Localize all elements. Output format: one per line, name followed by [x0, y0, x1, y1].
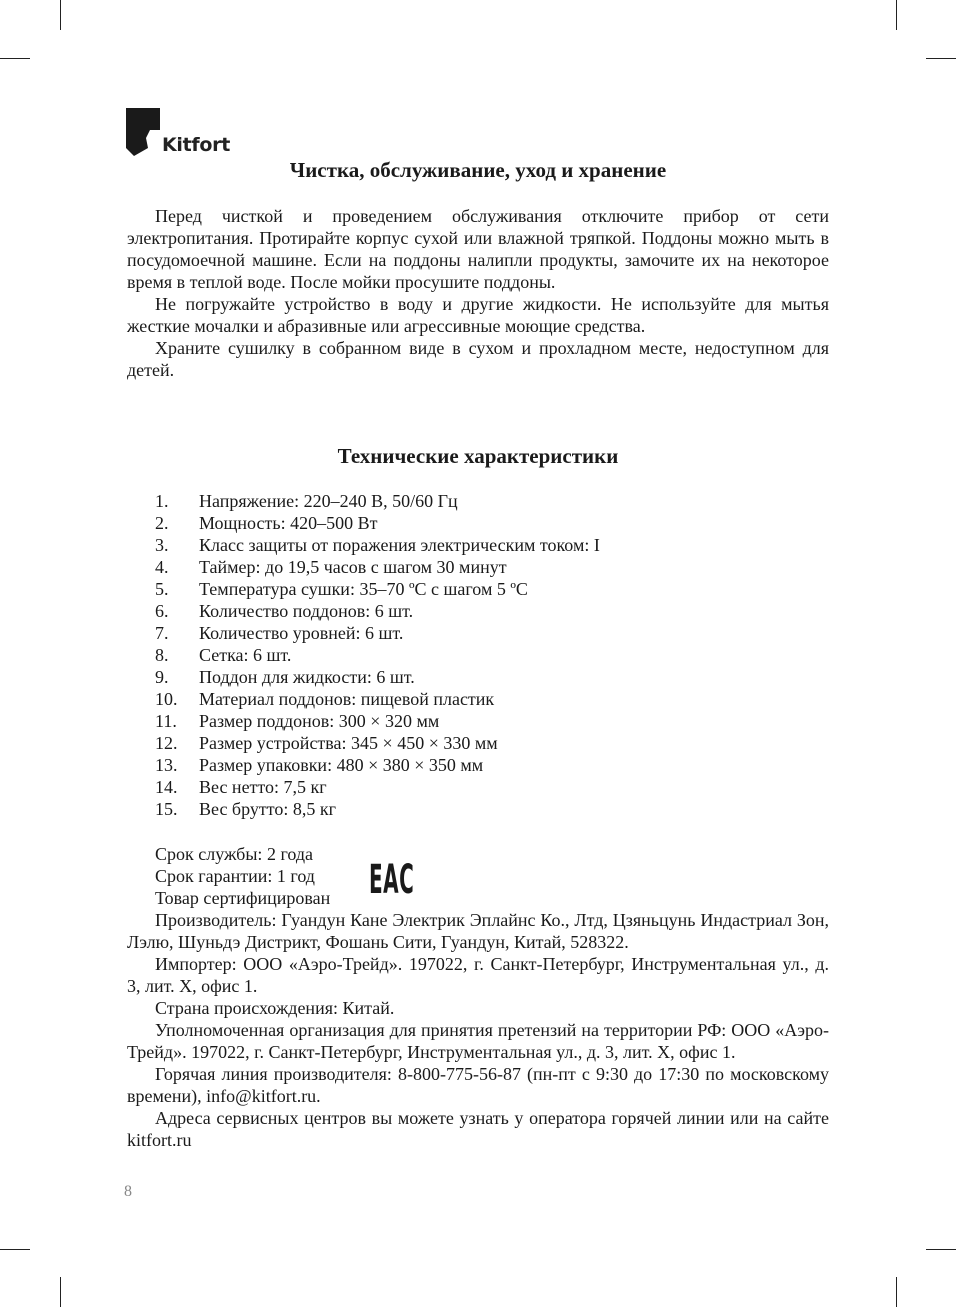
spec-item: [127, 600, 829, 622]
spec-item: [127, 688, 829, 710]
spec-number: 3.: [155, 535, 169, 555]
kitfort-logo-icon: [126, 108, 160, 156]
crop-mark: [896, 1277, 897, 1307]
spec-number: 5.: [155, 579, 169, 599]
claims-organization: Уполномоченная организация для принятия претензий на территории РФ: ООО «Аэро-Трейд». 197022, г. Санкт-Петербург, Инструментальная ул., д. 3, лит. Х, офис 1.: [127, 1020, 829, 1062]
crop-mark: [896, 0, 897, 30]
spec-item: [127, 578, 829, 600]
spec-number: 12.: [155, 733, 178, 753]
spec-number: 7.: [155, 623, 169, 643]
spec-text: Поддон для жидкости: 6 шт.: [199, 667, 415, 687]
logo-text: Kitfort: [162, 134, 230, 156]
spec-text: Количество уровней: 6 шт.: [199, 623, 404, 643]
spec-text: Размер упаковки: 480 × 380 × 350 мм: [199, 755, 484, 775]
crop-mark: [60, 1277, 61, 1307]
service-life: Срок службы: 2 года: [155, 844, 314, 864]
spec-item: [127, 556, 829, 578]
spec-item: [127, 754, 829, 776]
crop-mark: [0, 58, 30, 59]
spec-item: [127, 776, 829, 798]
spec-item: [127, 490, 829, 512]
spec-text: Размер поддонов: 300 × 320 мм: [199, 711, 440, 731]
section-title-specs: Технические характеристики: [337, 444, 619, 468]
spec-item: [127, 798, 829, 820]
spec-text: Сетка: 6 шт.: [199, 645, 292, 665]
spec-number: 9.: [155, 667, 169, 687]
paragraph: Не погружайте устройство в воду и другие жидкости. Не используйте для мытья жесткие мочалки и абразивные или агрессивные моющие средства.: [127, 294, 829, 336]
info-block: [127, 843, 829, 1151]
spec-text: Мощность: 420–500 Вт: [199, 513, 378, 533]
kitfort-logo: [126, 108, 230, 156]
service-centers: Адреса сервисных центров вы можете узнать у оператора горячей линии или на сайте kitfort.ru: [127, 1108, 829, 1150]
spec-item: [127, 512, 829, 534]
spec-number: 11.: [155, 711, 177, 731]
spec-text: Размер устройства: 345 × 450 × 330 мм: [199, 733, 498, 753]
crop-mark: [926, 58, 956, 59]
importer: Импортер: ООО «Аэро-Трейд». 197022, г. Санкт-Петербург, Инструментальная ул., д. 3, лит. Х, офис 1.: [127, 954, 829, 996]
spec-number: 13.: [155, 755, 178, 775]
spec-text: Класс защиты от поражения электрическим током: I: [199, 535, 600, 555]
spec-number: 6.: [155, 601, 169, 621]
spec-number: 4.: [155, 557, 169, 577]
spec-text: Вес нетто: 7,5 кг: [199, 777, 327, 797]
specs-list: [127, 490, 829, 820]
section-title-cleaning: Чистка, обслуживание, уход и хранение: [289, 158, 667, 182]
spec-text: Количество поддонов: 6 шт.: [199, 601, 414, 621]
spec-text: Температура сушки: 35–70 ºС с шагом 5 ºС: [199, 579, 528, 599]
paragraph: Храните сушилку в собранном виде в сухом и прохладном месте, недоступном для детей.: [127, 338, 829, 380]
spec-number: 15.: [155, 799, 178, 819]
origin-country: Страна происхождения: Китай.: [155, 998, 395, 1018]
spec-item: [127, 534, 829, 556]
spec-text: Материал поддонов: пищевой пластик: [199, 689, 495, 709]
spec-item: [127, 644, 829, 666]
page-number: 8: [124, 1183, 132, 1200]
spec-item: [127, 732, 829, 754]
spec-number: 2.: [155, 513, 169, 533]
hotline: Горячая линия производителя: 8-800-775-56-87 (пн-пт с 9:30 до 17:30 по московскому времени), info@kitfort.ru.: [127, 1064, 829, 1106]
manufacturer: Производитель: Гуандун Кане Электрик Эплайнс Ко., Лтд, Цзяньцунь Индастриал Зон, Лэлю, Шуньдэ Дистрикт, Фошань Сити, Гуандун, Китай, 528322.: [127, 910, 829, 952]
crop-mark: [0, 1249, 30, 1250]
paragraph: Перед чисткой и проведением обслуживания отключите прибор от сети электропитания. Протирайте корпус сухой или влажной тряпкой. Поддоны можно мыть в посудомоечной машине. Если на поддоны налипли продукты, замочите их на некоторое время в теплой воде. После мойки просушите поддоны.: [127, 206, 829, 292]
spec-number: 14.: [155, 777, 178, 797]
crop-mark: [60, 0, 61, 30]
spec-item: [127, 622, 829, 644]
spec-text: Вес брутто: 8,5 кг: [199, 799, 336, 819]
spec-text: Таймер: до 19,5 часов с шагом 30 минут: [199, 557, 507, 577]
spec-number: 8.: [155, 645, 169, 665]
warranty: Срок гарантии: 1 год: [155, 866, 315, 886]
spec-number: 10.: [155, 689, 178, 709]
spec-number: 1.: [155, 491, 169, 511]
spec-item: [127, 710, 829, 732]
spec-item: [127, 666, 829, 688]
spec-text: Напряжение: 220–240 В, 50/60 Гц: [199, 491, 458, 511]
crop-mark: [926, 1249, 956, 1250]
certified: Товар сертифицирован: [155, 888, 331, 908]
cleaning-text: [127, 205, 829, 381]
eac-mark: EAC: [369, 857, 415, 903]
